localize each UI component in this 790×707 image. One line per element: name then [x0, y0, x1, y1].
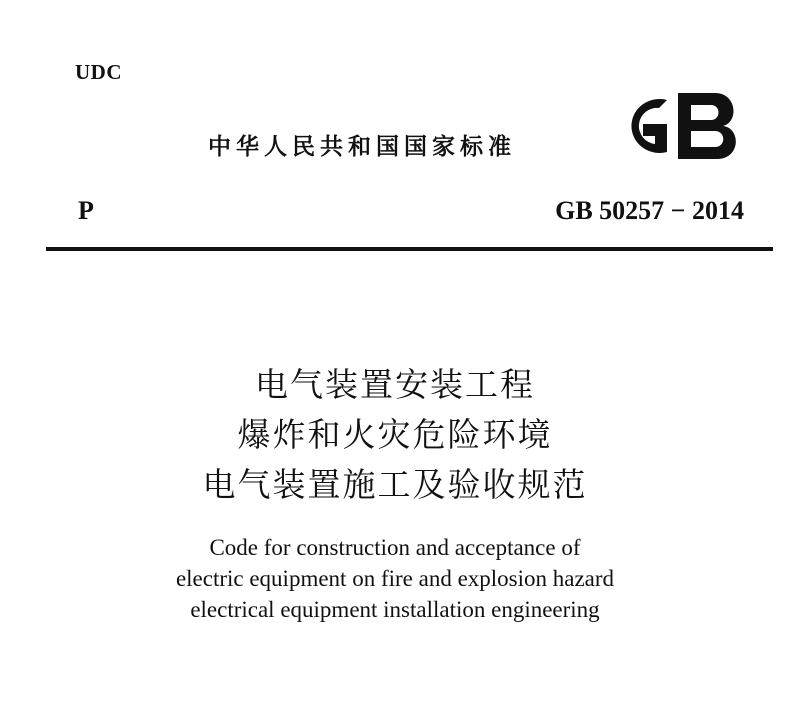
issuing-authority: 中华人民共和国国家标准	[208, 134, 516, 160]
english-title-line: electrical equipment installation engineering	[190, 597, 600, 622]
standard-number: GB 50257 − 2014	[555, 196, 744, 225]
chinese-title-line: 电气装置施工及验收规范	[202, 465, 588, 504]
english-title	[0, 532, 790, 625]
chinese-title-line: 爆炸和火灾危险环境	[237, 415, 553, 454]
udc-label: UDC	[75, 60, 122, 84]
english-title-line: electric equipment on fire and explosion hazard	[175, 566, 615, 591]
english-title-line: Code for construction and acceptance of	[209, 535, 581, 560]
gb-logo	[605, 86, 745, 166]
header-rule	[46, 247, 773, 251]
chinese-title-line: 电气装置安装工程	[255, 365, 535, 404]
chinese-title	[0, 360, 790, 510]
classification-code: P	[78, 196, 94, 225]
